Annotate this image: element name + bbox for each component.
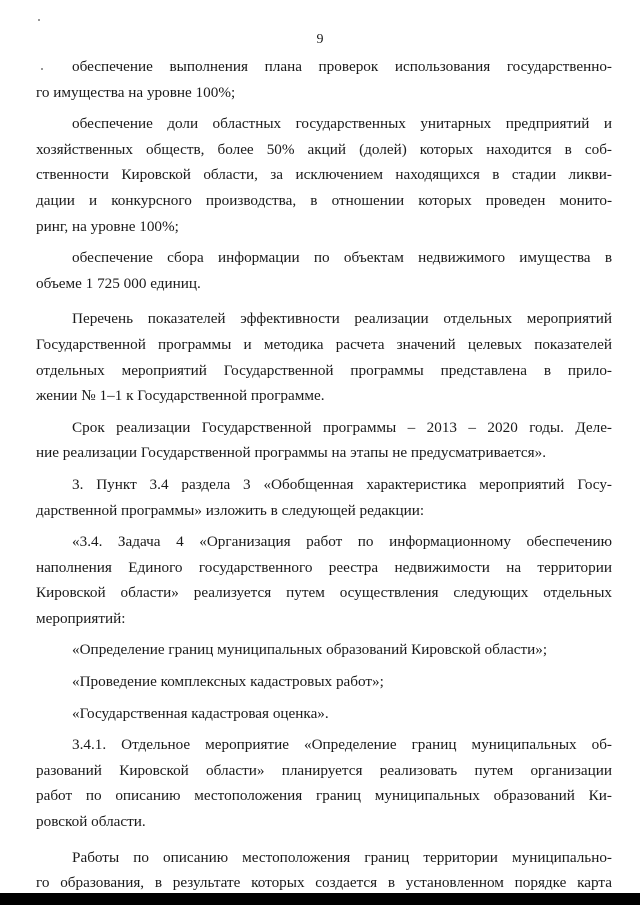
paragraph <box>36 306 612 408</box>
text-line: мероприятий: <box>36 609 126 627</box>
text-line: наполнения Единого государственного реестра недвижимости на территории <box>36 558 612 576</box>
text-line: Кировской области» реализуется путем осуществления следующих отдельных <box>36 584 612 602</box>
paragraph <box>72 669 612 695</box>
text-line: обеспечение сбора информации по объектам недвижимого имущества в <box>72 249 612 267</box>
text-line: Перечень показателей эффективности реализации отдельных мероприятий <box>72 310 612 328</box>
paragraph <box>36 732 612 834</box>
text-line: «Государственная кадастровая оценка». <box>72 704 329 722</box>
paragraph <box>72 701 612 727</box>
text-line: разований Кировской области» планируется реализовать путем организации <box>36 761 612 779</box>
text-line: 3. Пункт 3.4 раздела 3 «Обобщенная характеристика мероприятий Госу- <box>72 475 612 493</box>
text-line: «Проведение комплексных кадастровых работ»; <box>72 673 384 691</box>
page-number: 9 <box>316 32 324 47</box>
text-line: хозяйственных обществ, более 50% акций (долей) которых находится в соб- <box>36 140 612 158</box>
text-line: обеспечение выполнения плана проверок использования государственно- <box>72 58 612 75</box>
text-line: дарственной программы» изложить в следующей редакции: <box>36 501 425 519</box>
paragraph <box>36 529 612 631</box>
text-line: работ по описанию местоположения границ муниципальных образований Ки- <box>36 787 612 805</box>
text-line: го образования, в результате которых создается в установленном порядке карта <box>36 874 612 892</box>
paragraph <box>36 54 612 105</box>
text-line: отдельных мероприятий Государственной программы представлена в прило- <box>36 361 612 379</box>
paragraph <box>36 245 612 296</box>
text-line: Государственной программы и методика расчета значений целевых показателей <box>36 335 612 353</box>
paragraph <box>36 111 612 239</box>
text-line: дации и конкурсного производства, в отношении которых проведен монито- <box>36 191 612 209</box>
text-line: обеспечение доли областных государственных унитарных предприятий и <box>72 115 612 133</box>
text-line: Срок реализации Государственной программы – 2013 – 2020 годы. Деле- <box>72 418 612 436</box>
text-line: «Определение границ муниципальных образований Кировской области»; <box>72 641 548 659</box>
text-line: объеме 1 725 000 единиц. <box>36 274 201 292</box>
scan-edge-bar <box>0 893 640 905</box>
text-line: 3.4.1. Отдельное мероприятие «Определение границ муниципальных об- <box>72 736 612 754</box>
paragraph <box>72 637 612 663</box>
text-line: ровской области. <box>36 813 146 831</box>
document-body <box>36 54 612 896</box>
text-line: «3.4. Задача 4 «Организация работ по информационному обеспечению <box>72 533 612 551</box>
text-line: жении № 1–1 к Государственной программе. <box>36 387 325 405</box>
paragraph <box>36 415 612 466</box>
text-line: ственности Кировской области, за исключением находящихся в стадии ликви- <box>36 166 612 184</box>
scan-speck <box>38 19 40 21</box>
paragraph <box>36 472 612 523</box>
text-line: го имущества на уровне 100%; <box>36 83 236 101</box>
paragraph <box>36 845 612 896</box>
text-line: ние реализации Государственной программы на этапы не предусматривается». <box>36 444 547 462</box>
text-line: ринг, на уровне 100%; <box>36 217 179 235</box>
text-line: Работы по описанию местоположения границ территории муниципально- <box>72 848 612 866</box>
